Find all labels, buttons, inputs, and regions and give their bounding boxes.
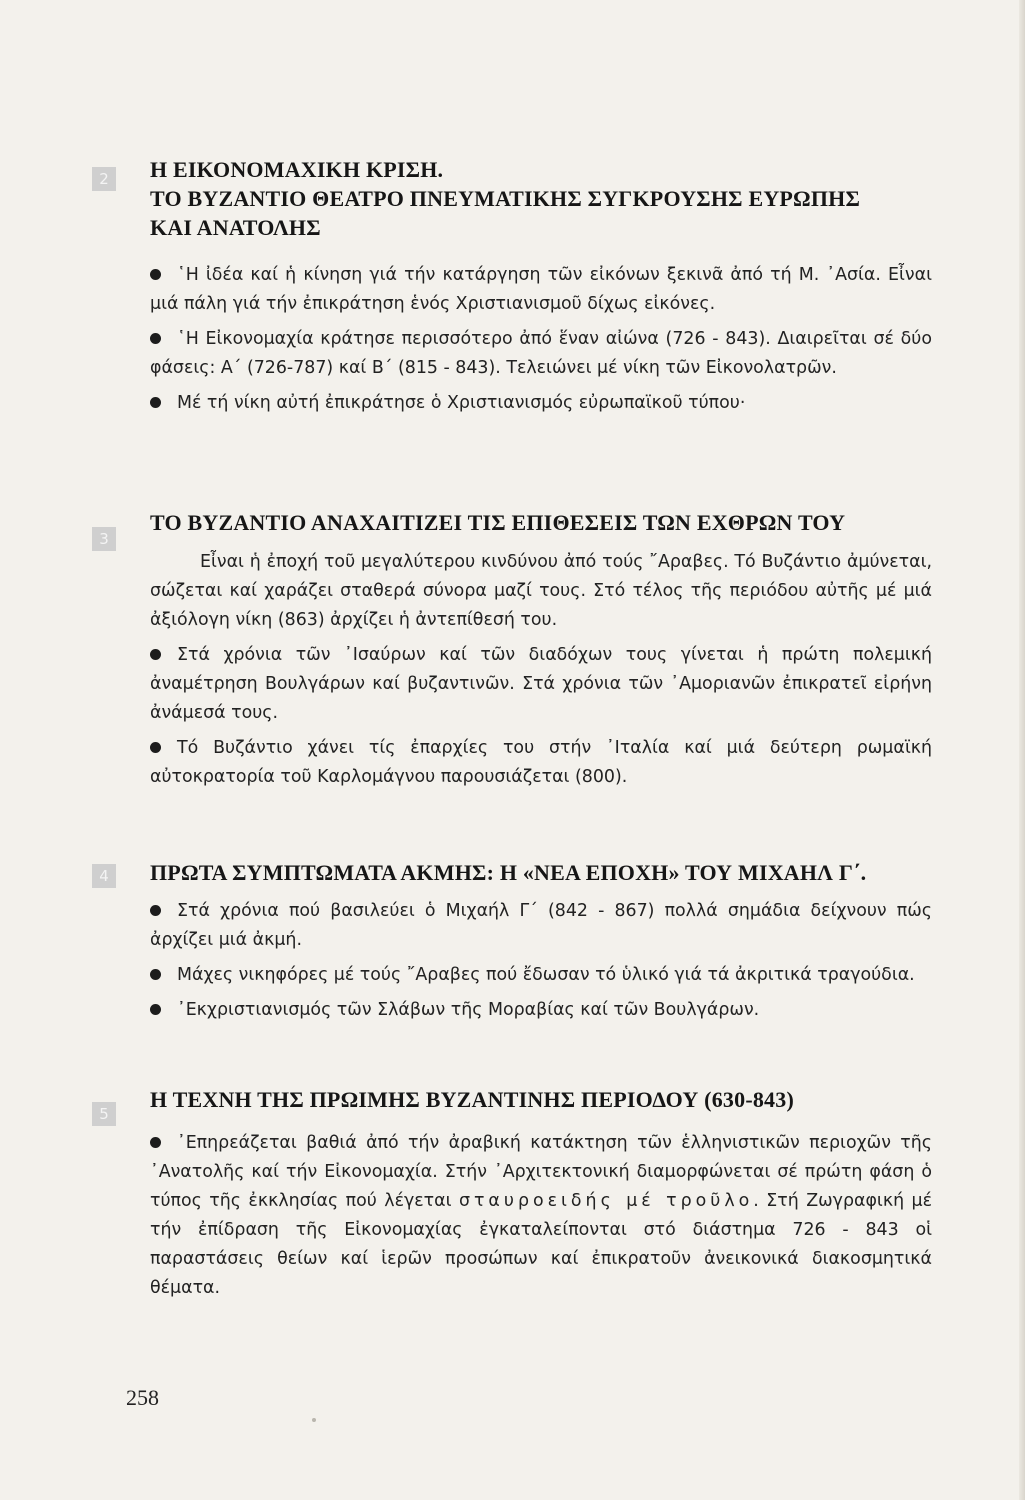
section-heading <box>150 155 940 242</box>
heading-line: Η ΕΙΚΟΝΟΜΑΧΙΚΗ ΚΡΙΣΗ. <box>150 157 444 182</box>
bullet-icon <box>150 969 161 980</box>
paragraph-text: Στά χρόνια πού βασιλεύει ὁ Μιχαήλ Γ΄ (842 - 867) πολλά σημάδια δείχνουν πώς ἀρχίζει μιά ἀκμή. <box>150 901 932 950</box>
paragraph-text: Μέ τή νίκη αὐτή ἐπικράτησε ὁ Χριστιανισμός εὐρωπαϊκοῦ τύπου· <box>177 393 746 413</box>
heading-line: ΤΟ ΒΥΖΑΝΤΙΟ ΘΕΑΤΡΟ ΠΝΕΥΜΑΤΙΚΗΣ ΣΥΓΚΡΟΥΣΗΣ ΕΥΡΩΠΗΣ <box>150 186 861 211</box>
section-heading <box>150 1085 940 1114</box>
page-edge <box>1019 0 1025 1500</box>
section-marker: 2 <box>92 167 116 191</box>
intro-paragraph: Εἶναι ἡ ἐποχή τοῦ μεγαλύτερου κινδύνου ἀπό τούς ῎Αραβες. Τό Βυζάντιο ἀμύνεται, σώζεται καί χαράζει σταθερά σύνορα μαζί τους. Στό τέλος τῆς περιόδου αὐτῆς μέ μιά ἀξιόλογη νίκη (863) ἀρχίζει ἡ ἀντεπίθεσή του. <box>150 552 932 630</box>
paragraph-text: . Στή Ζωγραφική μέ τήν ἐπίδραση τῆς Εἰκονομαχίας ἐγκαταλείπονται στό διάστημα 726 - 843 οἱ παραστάσεις θείων καί ἱερῶν προσώπων καί ἐπικρατοῦν ἀνεικονικά διακοσμητικά θέματα. <box>150 1191 932 1298</box>
bullet-icon <box>150 269 161 280</box>
paper-speck <box>312 1418 316 1422</box>
bullet-paragraph <box>150 961 932 990</box>
section-body <box>150 548 932 798</box>
paragraph-text: ῾Η Εἰκονομαχία κράτησε περισσότερο ἀπό ἕναν αἰώνα (726 - 843). Διαιρεῖται σέ δύο φάσεις: Α΄ (726-787) καί Β΄ (815 - 843). Τελειώνει μέ νίκη τῶν Εἰκονολατρῶν. <box>150 329 932 378</box>
heading-line: ΚΑΙ ΑΝΑΤΟΛΗΣ <box>150 215 321 240</box>
section-body <box>150 1129 932 1309</box>
paragraph-text: Τό Βυζάντιο χάνει τίς ἐπαρχίες του στήν ᾿Ιταλία καί μιά δεύτερη ρωμαϊκή αὐτοκρατορία τοῦ Καρλομάγνου παρουσιάζεται (800). <box>150 738 932 787</box>
bullet-icon <box>150 649 161 660</box>
heading-line: Η ΤΕΧΝΗ ΤΗΣ ΠΡΩΙΜΗΣ ΒΥΖΑΝΤΙΝΗΣ ΠΕΡΙΟΔΟΥ (630-843) <box>150 1087 794 1112</box>
page-number: 258 <box>126 1385 159 1410</box>
paragraph-text: ᾿Εκχριστιανισμός τῶν Σλάβων τῆς Μοραβίας καί τῶν Βουλγάρων. <box>177 1000 760 1020</box>
bullet-paragraph <box>150 897 932 955</box>
section-marker: 5 <box>92 1102 116 1126</box>
bullet-paragraph <box>150 641 932 728</box>
bullet-paragraph <box>150 1129 932 1303</box>
bullet-icon <box>150 905 161 916</box>
bullet-paragraph <box>150 389 932 418</box>
bullet-icon <box>150 1137 161 1148</box>
paragraph-text: Μάχες νικηφόρες μέ τούς ῎Αραβες πού ἔδωσαν τό ὑλικό γιά τά ἀκριτικά τραγούδια. <box>177 965 915 985</box>
bullet-icon <box>150 333 161 344</box>
emphasized-term: σταυροειδής μέ τροῦλο <box>458 1191 754 1211</box>
bullet-icon <box>150 1004 161 1015</box>
heading-line: ΤΟ ΒΥΖΑΝΤΙΟ ΑΝΑΧΑΙΤΙΖΕΙ ΤΙΣ ΕΠΙΘΕΣΕΙΣ ΤΩΝ ΕΧΘΡΩΝ ΤΟΥ <box>150 510 846 535</box>
bullet-paragraph <box>150 734 932 792</box>
bullet-icon <box>150 397 161 408</box>
section-marker: 4 <box>92 864 116 888</box>
bullet-paragraph <box>150 996 932 1025</box>
paragraph-text: ᾿Επηρεάζεται βαθιά ἀπό τήν ἀραβική κατάκτηση τῶν ἑλληνιστικῶν περιοχῶν τῆς ᾿Ανατολῆς καί τήν Εἰκονομαχία. Στήν ᾿Αρχιτεκτονική διαμορφώνεται σέ πρώτη φάση ὁ τύπος τῆς ἐκκλησίας πού λέγεται <box>150 1133 932 1211</box>
section-body <box>150 261 932 424</box>
bullet-icon <box>150 742 161 753</box>
section-body <box>150 897 932 1031</box>
section-marker: 3 <box>92 527 116 551</box>
paragraph-text: ῾Η ἰδέα καί ἡ κίνηση γιά τήν κατάργηση τῶν εἰκόνων ξεκινᾶ ἀπό τή Μ. ᾿Ασία. Εἶναι μιά πάλη γιά τήν ἐπικράτηση ἑνός Χριστιανισμοῦ δίχως εἰκόνες. <box>150 265 932 314</box>
bullet-paragraph <box>150 325 932 383</box>
heading-line: ΠΡΩΤΑ ΣΥΜΠΤΩΜΑΤΑ ΑΚΜΗΣ: Η «ΝΕΑ ΕΠΟΧΗ» ΤΟΥ ΜΙΧΑΗΛ Γ΄. <box>150 860 867 885</box>
section-heading <box>150 508 940 537</box>
section-heading <box>150 858 940 887</box>
paragraph-text: Στά χρόνια τῶν ᾿Ισαύρων καί τῶν διαδόχων τους γίνεται ἡ πρώτη πολεμική ἀναμέτρηση Βουλγάρων καί βυζαντινῶν. Στά χρόνια τῶν ᾿Αμοριανῶν ἐπικρατεῖ εἰρήνη ἀνάμεσά τους. <box>150 645 932 723</box>
bullet-paragraph <box>150 261 932 319</box>
